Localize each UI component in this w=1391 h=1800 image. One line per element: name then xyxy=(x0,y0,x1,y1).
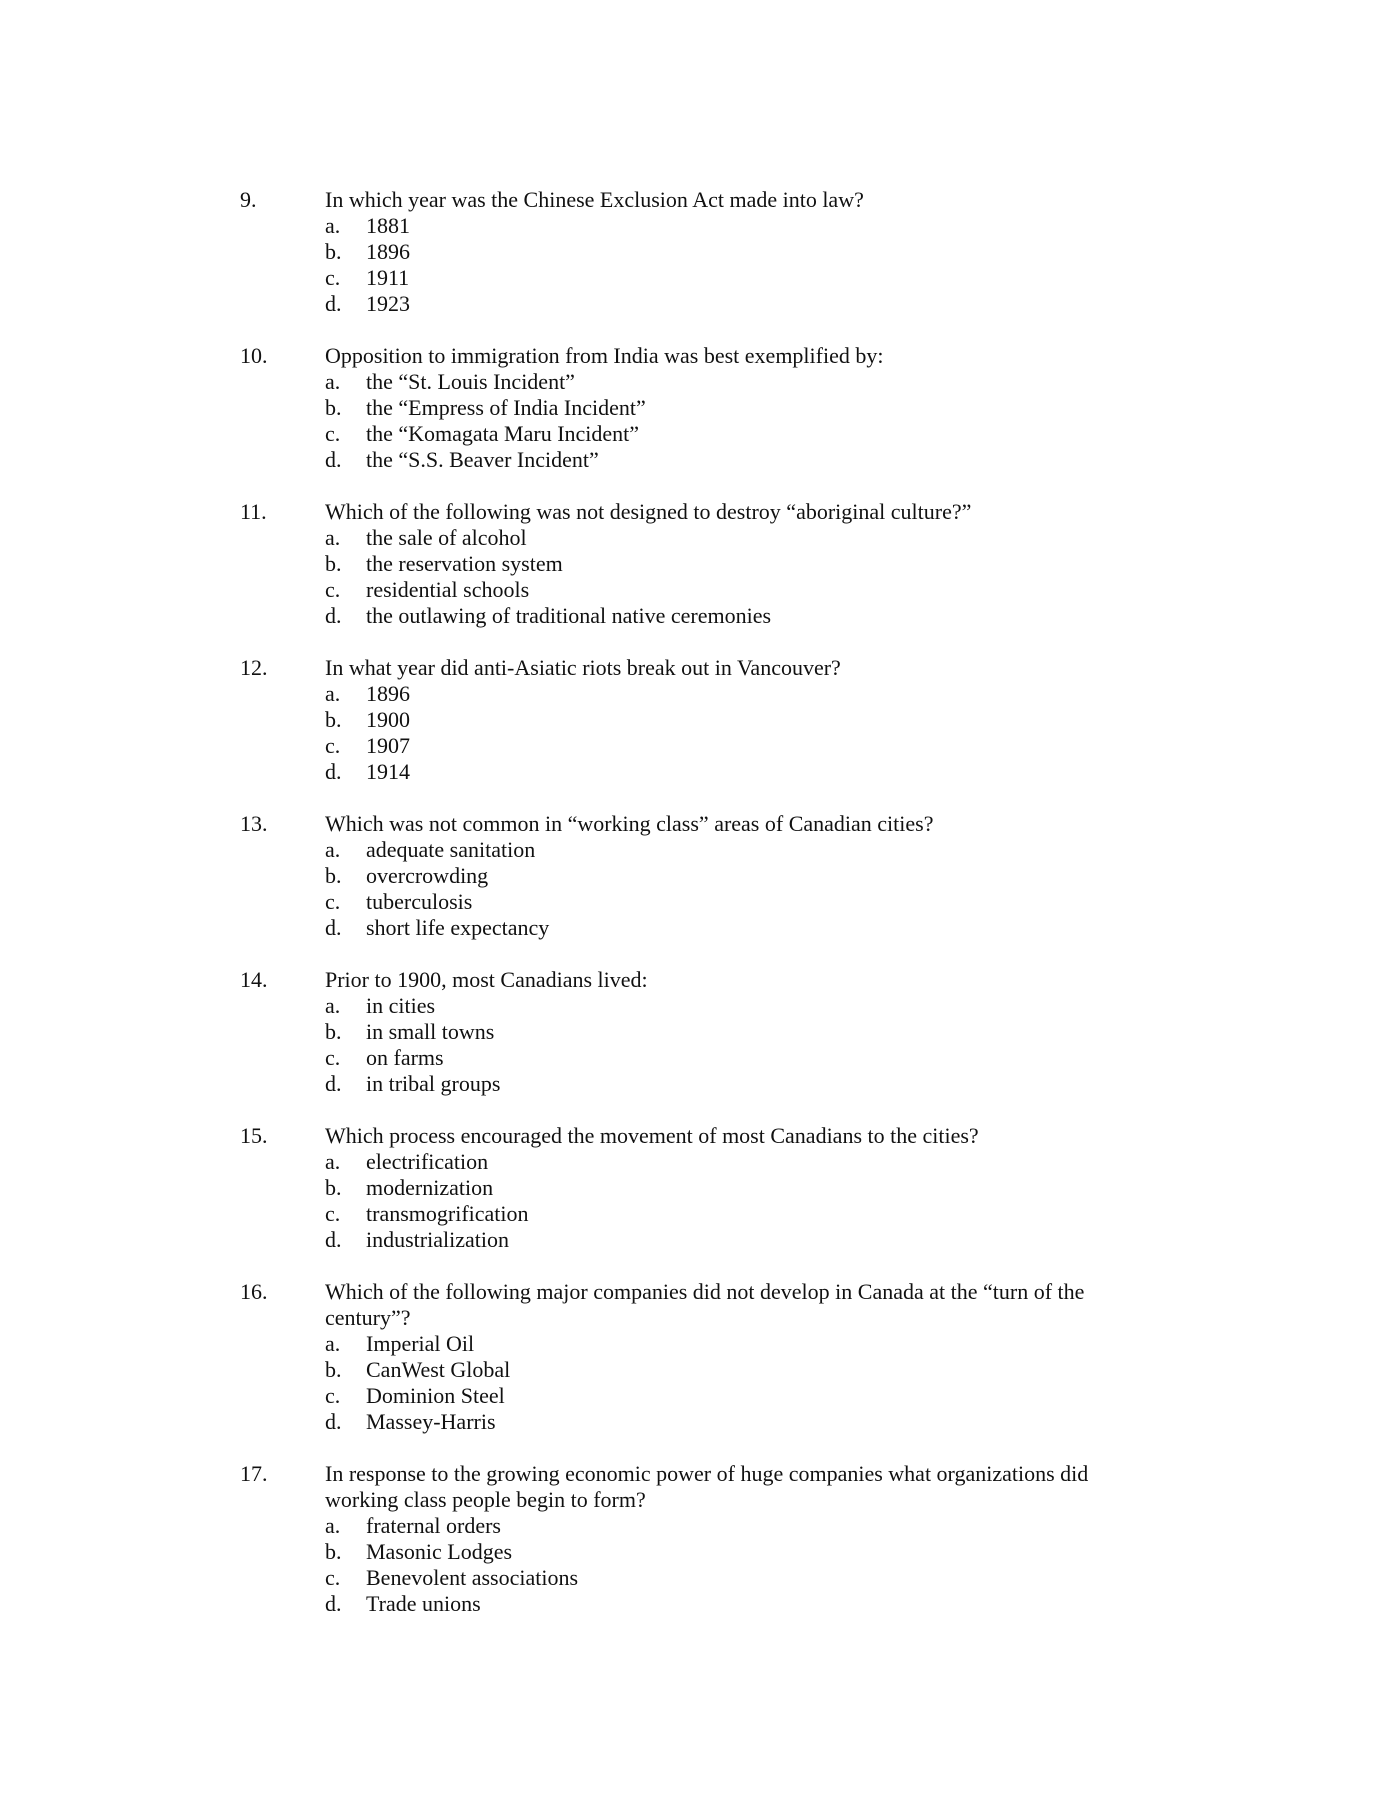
option-text: Masonic Lodges xyxy=(366,1539,513,1564)
question-text: Which process encouraged the movement of most Canadians to the cities? xyxy=(325,1123,979,1148)
option-letter: d. xyxy=(325,915,342,940)
answer-option xyxy=(0,915,1391,941)
answer-option xyxy=(0,265,1391,291)
option-text: industrialization xyxy=(366,1227,509,1252)
option-text: 1881 xyxy=(366,213,410,238)
option-letter: d. xyxy=(325,291,342,316)
question-15 xyxy=(0,1123,1391,1253)
answer-option xyxy=(0,889,1391,915)
answer-option xyxy=(0,837,1391,863)
option-letter: b. xyxy=(325,1019,342,1044)
question-text: Which of the following was not designed to destroy “aboriginal culture?” xyxy=(325,499,972,524)
option-letter: d. xyxy=(325,603,342,628)
answer-option xyxy=(0,1175,1391,1201)
question-text: Opposition to immigration from India was best exemplified by: xyxy=(325,343,884,368)
option-letter: c. xyxy=(325,1383,341,1408)
answer-option xyxy=(0,1565,1391,1591)
answer-option xyxy=(0,1383,1391,1409)
option-letter: c. xyxy=(325,889,341,914)
question-12 xyxy=(0,655,1391,785)
option-letter: b. xyxy=(325,707,342,732)
option-text: 1896 xyxy=(366,239,410,264)
answer-option xyxy=(0,213,1391,239)
option-text: in tribal groups xyxy=(366,1071,501,1096)
question-list xyxy=(0,187,1391,1643)
question-number: 13. xyxy=(240,811,268,836)
option-text: 1911 xyxy=(366,265,410,290)
question-number: 14. xyxy=(240,967,268,992)
option-text: in cities xyxy=(366,993,436,1018)
answer-option xyxy=(0,447,1391,473)
option-text: the “Empress of India Incident” xyxy=(366,395,646,420)
answer-option xyxy=(0,1591,1391,1617)
answer-option xyxy=(0,421,1391,447)
question-number: 12. xyxy=(240,655,268,680)
answer-option xyxy=(0,1409,1391,1435)
option-letter: d. xyxy=(325,447,342,472)
answer-option xyxy=(0,525,1391,551)
option-text: adequate sanitation xyxy=(366,837,536,862)
option-letter: d. xyxy=(325,1409,342,1434)
answer-option xyxy=(0,681,1391,707)
answer-option xyxy=(0,1227,1391,1253)
option-text: Massey-Harris xyxy=(366,1409,496,1434)
option-text: the “Komagata Maru Incident” xyxy=(366,421,640,446)
option-letter: a. xyxy=(325,837,341,862)
option-letter: c. xyxy=(325,421,341,446)
option-text: Dominion Steel xyxy=(366,1383,505,1408)
question-17 xyxy=(0,1461,1391,1617)
option-letter: b. xyxy=(325,1175,342,1200)
option-letter: d. xyxy=(325,759,342,784)
option-text: Benevolent associations xyxy=(366,1565,579,1590)
option-text: modernization xyxy=(366,1175,494,1200)
option-text: on farms xyxy=(366,1045,444,1070)
question-text: Which was not common in “working class” areas of Canadian cities? xyxy=(325,811,934,836)
option-letter: b. xyxy=(325,239,342,264)
answer-option xyxy=(0,395,1391,421)
question-13 xyxy=(0,811,1391,941)
question-text: In which year was the Chinese Exclusion Act made into law? xyxy=(325,187,864,212)
question-10 xyxy=(0,343,1391,473)
option-text: tuberculosis xyxy=(366,889,473,914)
answer-option xyxy=(0,707,1391,733)
option-text: 1900 xyxy=(366,707,410,732)
question-number: 17. xyxy=(240,1461,268,1486)
answer-option xyxy=(0,239,1391,265)
answer-option xyxy=(0,1071,1391,1097)
answer-option xyxy=(0,369,1391,395)
answer-option xyxy=(0,551,1391,577)
option-letter: a. xyxy=(325,1149,341,1174)
option-text: fraternal orders xyxy=(366,1513,501,1538)
question-16 xyxy=(0,1279,1391,1435)
option-letter: b. xyxy=(325,551,342,576)
option-letter: a. xyxy=(325,1513,341,1538)
option-letter: a. xyxy=(325,993,341,1018)
option-text: 1907 xyxy=(366,733,410,758)
answer-option xyxy=(0,1201,1391,1227)
answer-option xyxy=(0,1019,1391,1045)
question-14 xyxy=(0,967,1391,1097)
question-number: 15. xyxy=(240,1123,268,1148)
question-number: 11. xyxy=(240,499,267,524)
option-text: 1923 xyxy=(366,291,410,316)
option-text: CanWest Global xyxy=(366,1357,511,1382)
option-text: electrification xyxy=(366,1149,489,1174)
question-text: Prior to 1900, most Canadians lived: xyxy=(325,967,648,992)
option-letter: d. xyxy=(325,1227,342,1252)
answer-option xyxy=(0,759,1391,785)
option-text: overcrowding xyxy=(366,863,489,888)
answer-option xyxy=(0,733,1391,759)
answer-option xyxy=(0,291,1391,317)
option-letter: c. xyxy=(325,265,341,290)
option-letter: c. xyxy=(325,1045,341,1070)
answer-option xyxy=(0,863,1391,889)
option-text: in small towns xyxy=(366,1019,495,1044)
option-letter: b. xyxy=(325,1357,342,1382)
option-letter: c. xyxy=(325,1565,341,1590)
option-text: transmogrification xyxy=(366,1201,529,1226)
option-letter: b. xyxy=(325,395,342,420)
question-text: Which of the following major companies did not develop in Canada at the “turn of the century”? xyxy=(325,1279,1085,1330)
option-letter: c. xyxy=(325,1201,341,1226)
option-letter: a. xyxy=(325,681,341,706)
option-text: short life expectancy xyxy=(366,915,550,940)
answer-option xyxy=(0,1331,1391,1357)
option-letter: b. xyxy=(325,1539,342,1564)
option-text: the outlawing of traditional native ceremonies xyxy=(366,603,772,628)
option-letter: d. xyxy=(325,1591,342,1616)
option-text: Trade unions xyxy=(366,1591,481,1616)
question-number: 16. xyxy=(240,1279,268,1304)
option-letter: b. xyxy=(325,863,342,888)
answer-option xyxy=(0,603,1391,629)
option-letter: a. xyxy=(325,369,341,394)
question-text: In what year did anti-Asiatic riots break out in Vancouver? xyxy=(325,655,841,680)
option-text: 1914 xyxy=(366,759,410,784)
option-text: the “St. Louis Incident” xyxy=(366,369,575,394)
answer-option xyxy=(0,993,1391,1019)
option-letter: c. xyxy=(325,577,341,602)
answer-option xyxy=(0,1149,1391,1175)
question-number: 10. xyxy=(240,343,268,368)
option-text: the “S.S. Beaver Incident” xyxy=(366,447,599,472)
answer-option xyxy=(0,1513,1391,1539)
option-text: the sale of alcohol xyxy=(366,525,527,550)
option-text: Imperial Oil xyxy=(366,1331,475,1356)
question-text: In response to the growing economic power of huge companies what organizations did working class people begin to form? xyxy=(325,1461,1089,1512)
answer-option xyxy=(0,1357,1391,1383)
option-text: 1896 xyxy=(366,681,410,706)
option-letter: d. xyxy=(325,1071,342,1096)
answer-option xyxy=(0,1539,1391,1565)
question-9 xyxy=(0,187,1391,317)
option-letter: a. xyxy=(325,525,341,550)
option-text: residential schools xyxy=(366,577,530,602)
answer-option xyxy=(0,577,1391,603)
option-letter: a. xyxy=(325,213,341,238)
option-letter: c. xyxy=(325,733,341,758)
question-11 xyxy=(0,499,1391,629)
option-text: the reservation system xyxy=(366,551,563,576)
question-number: 9. xyxy=(240,187,257,212)
option-letter: a. xyxy=(325,1331,341,1356)
answer-option xyxy=(0,1045,1391,1071)
